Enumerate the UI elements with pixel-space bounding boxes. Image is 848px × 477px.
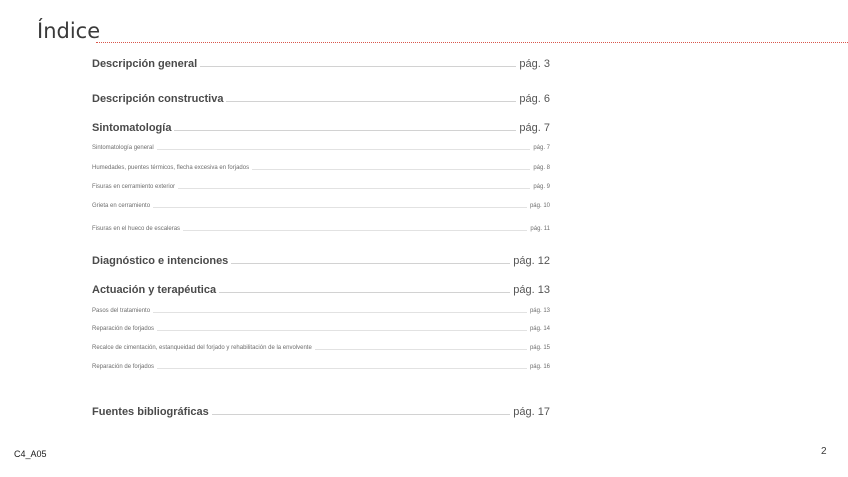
- toc-subentry-label: Recalce de cimentación, estanqueidad del forjado y rehabilitación de la envolvente: [92, 345, 312, 351]
- toc-subentry-page: pág. 11: [530, 226, 550, 232]
- toc-leader-line: [153, 207, 527, 208]
- toc-subentry-label: Pasos del tratamiento: [92, 308, 151, 314]
- toc-subentry-label: Fisuras en cerramiento exterior: [92, 184, 176, 190]
- toc-subentry-page: pág. 9: [533, 184, 550, 190]
- toc-subentry-fisuras-cerramiento[interactable]: [92, 184, 550, 190]
- toc-subentry-label: Grieta en cerramiento: [92, 203, 151, 209]
- toc-leader-line: [212, 414, 511, 415]
- toc-entry-label: Diagnóstico e intenciones: [92, 255, 229, 267]
- page-number: 2: [821, 446, 827, 457]
- toc-subentry-sintomatologia-general[interactable]: [92, 145, 550, 151]
- toc-subentry-reparacion-forjados-1[interactable]: [92, 326, 550, 332]
- toc-subentry-label: Humedades, puentes térmicos, flecha excesiva en forjados: [92, 165, 250, 171]
- toc-subentry-humedades[interactable]: [92, 165, 550, 171]
- toc-subentry-page: pág. 15: [529, 345, 550, 351]
- toc-subentry-label: Fisuras en el hueco de escaleras: [92, 226, 181, 232]
- toc-entry-page: pág. 17: [513, 406, 550, 418]
- toc-entry-fuentes[interactable]: [92, 406, 550, 418]
- toc-leader-line: [252, 169, 530, 170]
- toc-leader-line: [174, 130, 516, 131]
- toc-leader-line: [183, 230, 527, 231]
- footer-document-code: C4_A05: [14, 449, 47, 459]
- toc-leader-line: [157, 330, 527, 331]
- toc-leader-line: [157, 368, 527, 369]
- toc-entry-label: Actuación y terapéutica: [92, 284, 217, 296]
- toc-entry-descripcion-general[interactable]: [92, 58, 550, 70]
- toc-leader-line: [178, 188, 530, 189]
- toc-entry-diagnostico[interactable]: [92, 255, 550, 267]
- toc-entry-page: pág. 12: [513, 255, 550, 267]
- toc-leader-line: [200, 66, 516, 67]
- toc-entry-descripcion-constructiva[interactable]: [92, 93, 550, 105]
- toc-subentry-page: pág. 13: [529, 308, 550, 314]
- toc-entry-page: pág. 3: [519, 58, 550, 70]
- toc-entry-label: Descripción general: [92, 58, 198, 70]
- toc-subentry-page: pág. 10: [529, 203, 550, 209]
- index-title: Índice: [37, 19, 101, 43]
- title-dotted-rule: [96, 42, 848, 43]
- toc-leader-line: [219, 292, 510, 293]
- toc-entry-label: Descripción constructiva: [92, 93, 224, 105]
- toc-entry-page: pág. 13: [513, 284, 550, 296]
- toc-entry-page: pág. 6: [519, 93, 550, 105]
- toc-entry-sintomatologia[interactable]: [92, 122, 550, 134]
- toc-subentry-label: Reparación de forjados: [92, 326, 155, 332]
- toc-subentry-page: pág. 14: [529, 326, 550, 332]
- toc-entry-label: Fuentes bibliográficas: [92, 406, 209, 418]
- toc-subentry-page: pág. 8: [533, 165, 550, 171]
- toc-entry-page: pág. 7: [519, 122, 550, 134]
- toc-subentry-label: Reparación de forjados: [92, 364, 155, 370]
- toc-leader-line: [231, 263, 510, 264]
- toc-leader-line: [157, 149, 531, 150]
- toc-subentry-grieta-cerramiento[interactable]: [92, 203, 550, 209]
- toc-subentry-reparacion-forjados-2[interactable]: [92, 364, 550, 370]
- toc-subentry-recalce-cimentacion[interactable]: [92, 345, 550, 351]
- toc-entry-actuacion[interactable]: [92, 284, 550, 296]
- toc-leader-line: [153, 312, 527, 313]
- toc-subentry-pasos-tratamiento[interactable]: [92, 308, 550, 314]
- toc-leader-line: [226, 101, 516, 102]
- toc-subentry-page: pág. 7: [533, 145, 550, 151]
- toc-subentry-label: Sintomatología general: [92, 145, 154, 151]
- toc-entry-label: Sintomatología: [92, 122, 172, 134]
- toc-subentry-page: pág. 16: [529, 364, 550, 370]
- toc-subentry-fisuras-escaleras[interactable]: [92, 226, 550, 232]
- toc-leader-line: [315, 349, 527, 350]
